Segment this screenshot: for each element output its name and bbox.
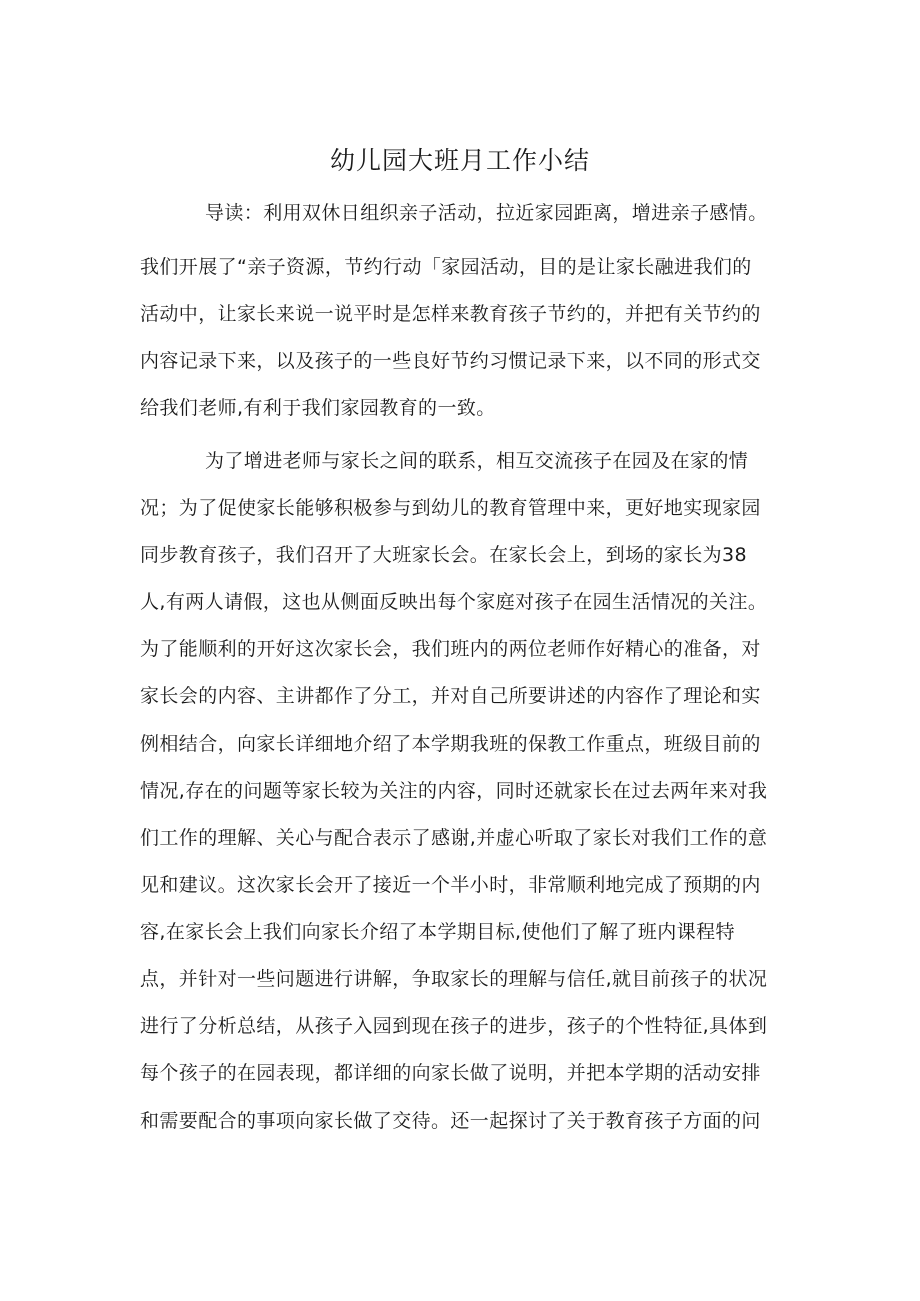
- paragraph-1-line-5: 给我们老师,有利于我们家园教育的一致。: [140, 397, 496, 419]
- paragraph-2-line-6: 家长会的内容、主讲都作了分工，并对自己所要讲述的内容作了理论和实: [140, 685, 761, 707]
- paragraph-2-line-8: 情况,存在的问题等家长较为关注的内容，同时还就家长在过去两年来对我: [140, 780, 768, 802]
- paragraph-2-line-15: 和需要配合的事项向家长做了交待。还一起探讨了关于教育孩子方面的问: [140, 1110, 761, 1132]
- paragraph-2-line-4: 人,有两人请假，这也从侧面反映出每个家庭对孩子在园生活情况的关注。: [140, 591, 768, 613]
- paragraph-2-line-1: 为了增进老师与家长之间的联系，相互交流孩子在园及在家的情: [205, 450, 749, 472]
- paragraph-1-line-2: 我们开展了“亲子资源，节约行动「家园活动，目的是让家长融进我们的: [140, 256, 752, 278]
- paragraph-2-line-12: 点，并针对一些问题进行讲解，争取家长的理解与信任,就目前孩子的状况: [140, 968, 768, 990]
- paragraph-2-line-2: 况；为了促使家长能够积极参与到幼儿的教育管理中来，更好地实现家园: [140, 497, 761, 519]
- paragraph-2-line-14: 每个孩子的在园表现，都详细的向家长做了说明，并把本学期的活动安排: [140, 1062, 761, 1084]
- paragraph-2-line-7: 例相结合，向家长详细地介绍了本学期我班的保教工作重点，班级目前的: [140, 733, 761, 755]
- paragraph-2-line-3: 同步教育孩子，我们召开了大班家长会。在家长会上，到场的家长为38: [140, 544, 747, 566]
- paragraph-2-line-11: 容,在家长会上我们向家长介绍了本学期目标,使他们了解了班内课程特: [140, 921, 735, 943]
- paragraph-1-line-3: 活动中，让家长来说一说平时是怎样来教育孩子节约的，并把有关节约的: [140, 303, 761, 325]
- paragraph-2-line-9: 们工作的理解、关心与配合表示了感谢,并虚心听取了家长对我们工作的意: [140, 827, 768, 849]
- document-title: 幼儿园大班月工作小结: [329, 146, 590, 175]
- paragraph-2-line-10: 见和建议。这次家长会开了接近一个半小时，非常顺利地完成了预期的内: [140, 874, 761, 896]
- paragraph-1-line-4: 内容记录下来，以及孩子的一些良好节约习惯记录下来，以不同的形式交: [140, 350, 761, 372]
- paragraph-1-line-1: 导读：利用双休日组织亲子活动，拉近家园距离，增进亲子感情。: [205, 202, 768, 224]
- paragraph-2-line-13: 进行了分析总结，从孩子入园到现在孩子的进步，孩子的个性特征,具体到: [140, 1015, 768, 1037]
- paragraph-2-line-5: 为了能顺利的开好这次家长会，我们班内的两位老师作好精心的准备，对: [140, 638, 761, 660]
